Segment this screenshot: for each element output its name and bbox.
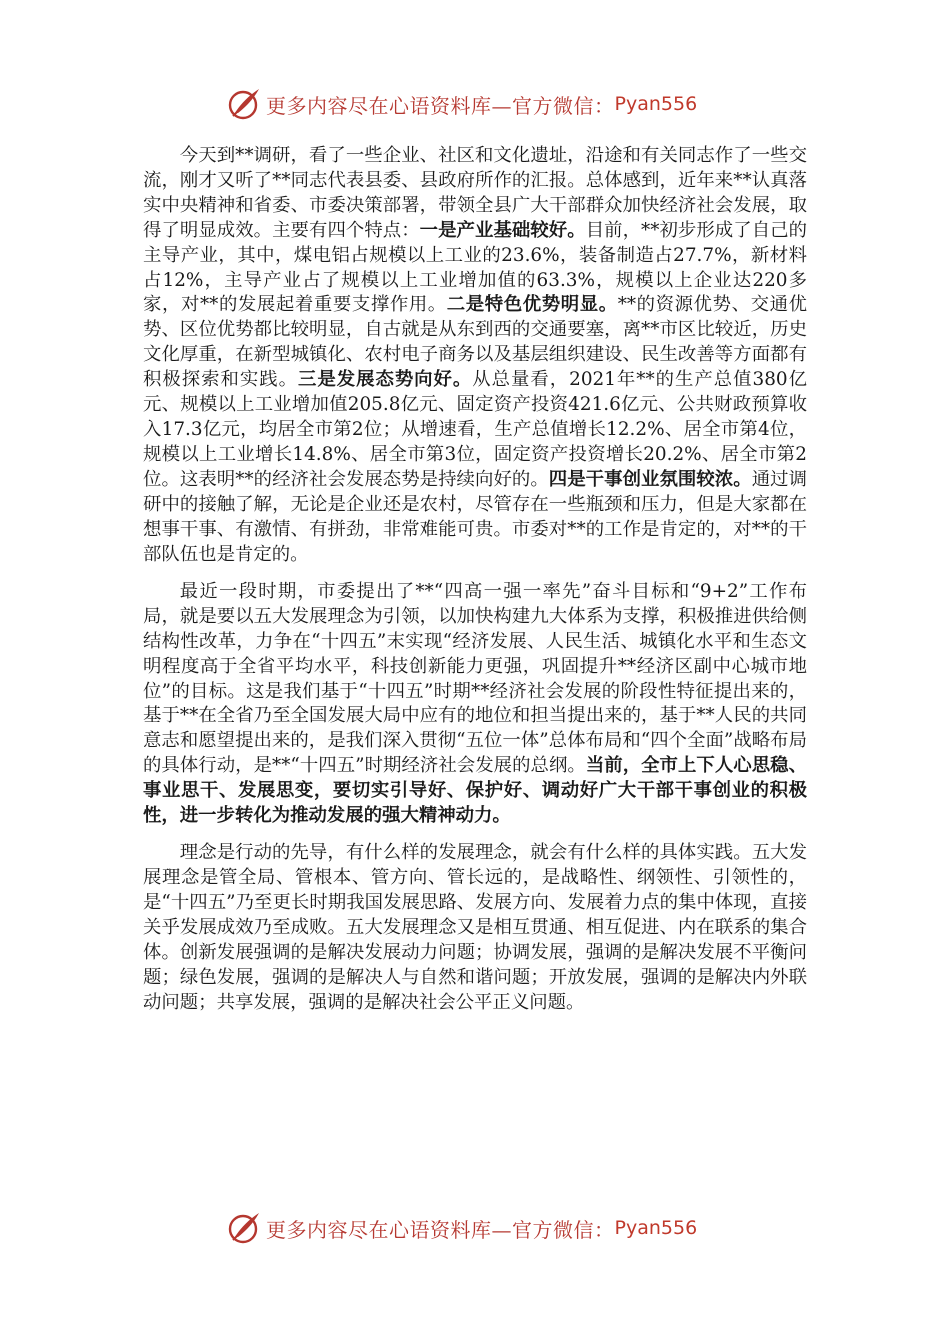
paragraph-3 [143, 841, 807, 1015]
p1-text-3: **的资源优势、交通优势、区位优势都比较明显，自古就是从东到西的交通要塞，离**市区比较近，历史文化厚重，在新型城镇化、农村电子商务以及基层组织建设、民生改善等方面都有积极探索和实践。 [143, 294, 807, 391]
quill-logo-icon [226, 86, 262, 122]
p1-bold-1: 一是产业基础较好。 [419, 219, 586, 241]
p1-bold-2: 二是特色优势明显。 [446, 294, 618, 316]
p2-bold-1: 当前，全市上下人心思稳、事业思干、发展思变，要切实引导好、保护好、调动好广大干部干事创业的积极性，进一步转化为推动发展的强大精神动力。 [143, 755, 807, 827]
footer-banner [226, 1210, 746, 1246]
p1-text-4: 从总量看，2021年**的生产总值380亿元、规模以上工业增加值205.8亿元、固定资产投资421.6亿元、公共财政预算收入17.3亿元，均居全市第2位；从增速看，生产总值增长12.2%、居全市第4位，规模以上工业增长14.8%、居全市第3位，固定资产投资增长20.2%、居全市第2位。这表明**的经济社会发展态势是持续向好的。 [143, 369, 807, 490]
p1-text-5: 通过调研中的接触了解，无论是企业还是农村，尽管存在一些瓶颈和压力，但是大家都在想事干事、有激情、有拼劲，非常难能可贵。市委对**的工作是肯定的，对**的干部队伍也是肯定的。 [143, 468, 807, 565]
p1-bold-3: 三是发展态势向好。 [297, 369, 473, 391]
p2-text-1: 最近一段时期，市委提出了**“四高一强一率先”奋斗目标和“9+2”工作布局，就是要以五大发展理念为引领，以加快构建九大体系为支撑，积极推进供给侧结构性改革，力争在“十四五”末实现“经济发展、人民生活、城镇化水平和生态文明程度高于全省平均水平，科技创新能力更强，巩固提升**经济区副中心城市地位”的目标。这是我们基于“十四五”时期**经济社会发展的阶段性特征提出来的，基于**在全省乃至全国发展大局中应有的地位和担当提出来的，基于**人民的共同意志和愿望提出来的，是我们深入贯彻“五位一体”总体布局和“四个全面”战略布局的具体行动，是**“十四五”时期经济社会发展的总纲。 [143, 580, 807, 777]
p1-bold-4: 四是干事创业氛围较浓。 [548, 468, 752, 490]
p3-text-1: 理念是行动的先导，有什么样的发展理念，就会有什么样的具体实践。五大发展理念是管全局、管根本、管方向、管长远的，是战略性、纲领性、引领性的，是“十四五”乃至更长时期我国发展思路、发展方向、发展着力点的集中体现，直接关乎发展成效乃至成败。五大发展理念又是相互贯通、相互促进、内在联系的集合体。创新发展强调的是解决发展动力问题；协调发展，强调的是解决发展不平衡问题；绿色发展，强调的是解决人与自然和谐问题；开放发展，强调的是解决内外联动问题；共享发展，强调的是解决社会公平正义问题。 [143, 842, 807, 1013]
header-banner-wechat: Pyan556 [614, 93, 698, 115]
header-banner [226, 86, 746, 122]
footer-banner-text: 更多内容尽在心语资料库—官方微信： [266, 1217, 615, 1242]
paragraph-2 [143, 580, 807, 829]
paragraph-1 [143, 144, 807, 567]
document-body [143, 144, 807, 1028]
footer-banner-wechat: Pyan556 [614, 1217, 698, 1239]
p1-text-2: 目前，**初步形成了自己的主导产业，其中，煤电铝占规模以上工业的23.6%，装备制造占27.7%，新材料占12%，主导产业占了规模以上工业增加值的63.3%，规模以上企业达220多家，对**的发展起着重要支撑作用。 [143, 219, 807, 316]
p1-text-1: 今天到**调研，看了一些企业、社区和文化遗址，沿途和有关同志作了一些交流，刚才又听了**同志代表县委、县政府所作的汇报。总体感到，近年来**认真落实中央精神和省委、市委决策部署，带领全县广大干部群众加快经济社会发展，取得了明显成效。主要有四个特点： [143, 145, 807, 241]
quill-logo-icon [226, 1210, 262, 1246]
header-banner-text: 更多内容尽在心语资料库—官方微信： [266, 93, 615, 118]
